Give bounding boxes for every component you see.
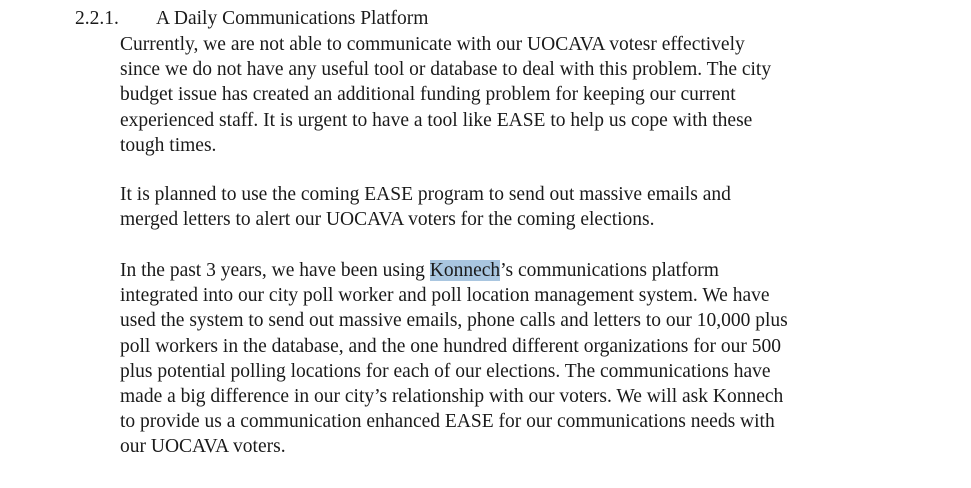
line-prefix: In the past 3 years, we have been using [120, 260, 430, 281]
text-line: our UOCAVA voters. [120, 436, 286, 458]
text-line: poll workers in the database, and the one hundred different organizations for our 500 [120, 335, 782, 357]
highlighted-text[interactable]: Konnech [429, 260, 501, 281]
text-line: merged letters to alert our UOCAVA voters for the coming elections. [120, 209, 655, 231]
text-line: used the system to send out massive emails, phone calls and letters to our 10,000 plus [120, 310, 788, 332]
text-line: made a big difference in our city’s relationship with our voters. We will ask Konnech [120, 386, 784, 408]
paragraph-3 [120, 258, 940, 460]
section-number: 2.2.1. [75, 8, 119, 29]
paragraph-2 [120, 182, 940, 232]
section-heading [75, 6, 428, 31]
text-line: to provide us a communication enhanced EASE for our communications needs with [120, 411, 775, 433]
text-line: It is planned to use the coming EASE program to send out massive emails and [120, 184, 731, 205]
text-line [120, 258, 940, 283]
text-line: Currently, we are not able to communicate with our UOCAVA votesr effectively [120, 34, 745, 55]
section-title: A Daily Communications Platform [156, 8, 429, 29]
line-suffix: ’s communications platform [500, 260, 719, 281]
text-line: tough times. [120, 134, 217, 156]
text-line: integrated into our city poll worker and poll location management system. We have [120, 285, 770, 307]
text-line: experienced staff. It is urgent to have a tool like EASE to help us cope with these [120, 109, 753, 131]
text-line: plus potential polling locations for each of our elections. The communications have [120, 360, 771, 382]
text-line: budget issue has created an additional funding problem for keeping our current [120, 84, 736, 106]
paragraph-1 [120, 32, 940, 158]
text-line: since we do not have any useful tool or database to deal with this problem. The city [120, 59, 772, 81]
